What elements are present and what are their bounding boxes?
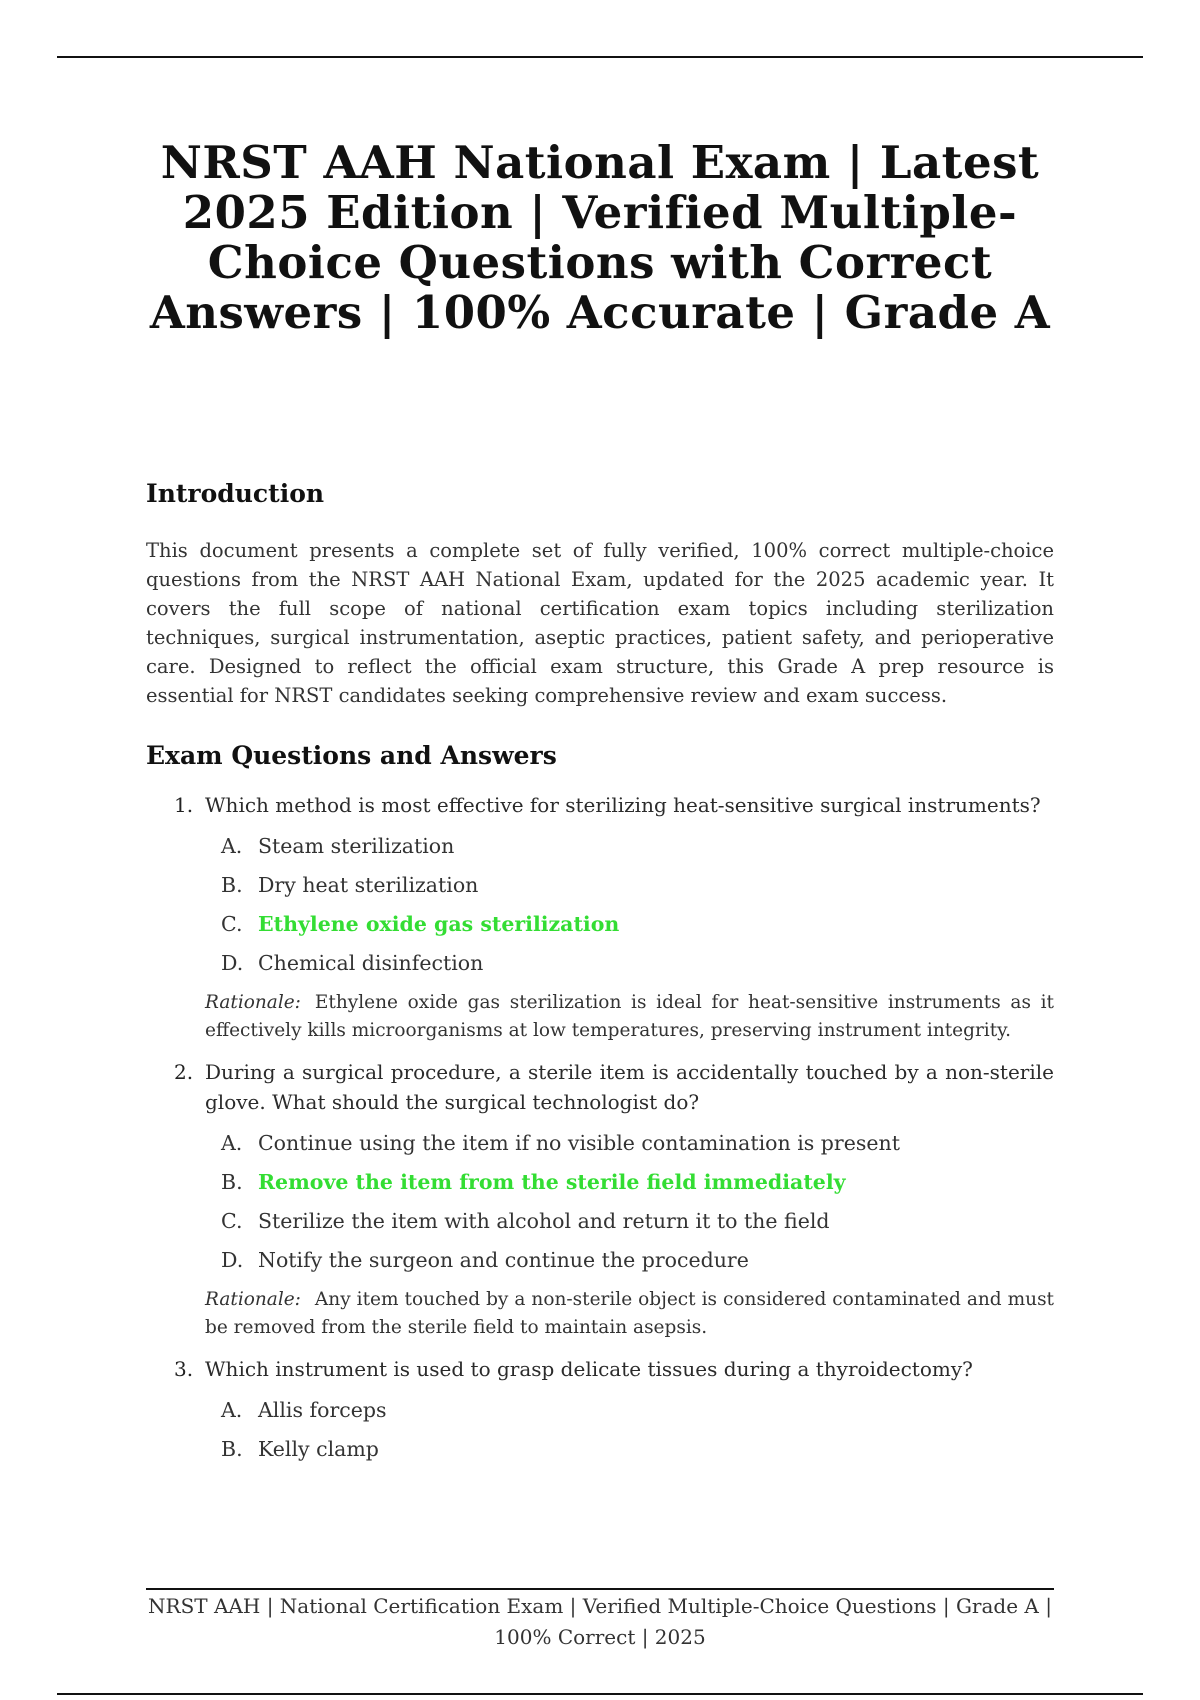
document-title: NRST AAH National Exam | Latest 2025 Edition | Verified Multiple-Choice Questions with Correct Answers | 100% Accurate | Grade A xyxy=(149,136,1051,339)
option-text: Notify the surgeon and continue the procedure xyxy=(258,1248,749,1272)
option-a xyxy=(205,832,1054,860)
question-3 xyxy=(146,1354,1054,1463)
question-number: 1. xyxy=(174,793,194,817)
option-letter: D. xyxy=(221,951,244,975)
option-b xyxy=(205,1435,1054,1463)
footer-rule xyxy=(146,1588,1054,1590)
option-letter: A. xyxy=(221,1398,243,1422)
question-number: 2. xyxy=(174,1060,194,1084)
bottom-rule xyxy=(57,1693,1143,1695)
option-text: Steam sterilization xyxy=(258,834,455,858)
question-2 xyxy=(146,1057,1054,1342)
option-list xyxy=(205,1396,1054,1463)
option-a xyxy=(205,1129,1054,1157)
option-letter: C. xyxy=(221,1209,243,1233)
rationale-label: Rationale: xyxy=(205,992,301,1013)
rationale-text: Any item touched by a non-sterile object is considered contaminated and must be removed from the sterile field to maintain asepsis. xyxy=(205,1289,1054,1338)
option-text: Continue using the item if no visible contamination is present xyxy=(258,1131,900,1155)
option-letter: B. xyxy=(221,1170,243,1194)
option-letter: A. xyxy=(221,834,243,858)
option-text: Kelly clamp xyxy=(258,1437,379,1461)
rationale-label: Rationale: xyxy=(205,1289,301,1310)
question-list xyxy=(146,790,1054,1463)
introduction-text: This document presents a complete set of fully verified, 100% correct multiple-choice questions from the NRST AAH National Exam, updated for the 2025 academic year. It covers the full scope of national certification exam topics including sterilization techniques, surgical instrumentation, aseptic practices, patient safety, and perioperative care. Designed to reflect the official exam structure, this Grade A prep resource is essential for NRST candidates seeking comprehensive review and exam success. xyxy=(146,539,1054,707)
option-letter: B. xyxy=(221,873,243,897)
option-b xyxy=(205,871,1054,899)
option-text: Allis forceps xyxy=(258,1398,387,1422)
questions-heading: Exam Questions and Answers xyxy=(146,741,557,770)
question-1 xyxy=(146,790,1054,1045)
page-footer: NRST AAH | National Certification Exam | Verified Multiple-Choice Questions | Grade A | 100% Correct | 2025 xyxy=(148,1594,1052,1649)
top-rule xyxy=(57,56,1143,58)
question-text: Which instrument is used to grasp delicate tissues during a thyroidectomy? xyxy=(205,1357,973,1381)
rationale xyxy=(205,1286,1054,1342)
option-c-correct-answer xyxy=(205,910,1054,938)
correct-answer-text: Ethylene oxide gas sterilization xyxy=(258,912,620,936)
option-text: Sterilize the item with alcohol and return it to the field xyxy=(258,1209,830,1233)
rationale-text: Ethylene oxide gas sterilization is ideal for heat-sensitive instruments as it effectively kills microorganisms at low temperatures, preserving instrument integrity. xyxy=(205,992,1054,1041)
correct-answer-text: Remove the item from the sterile field immediately xyxy=(258,1170,846,1194)
option-list xyxy=(205,1129,1054,1274)
introduction-heading: Introduction xyxy=(146,479,325,508)
option-letter: A. xyxy=(221,1131,243,1155)
option-c xyxy=(205,1207,1054,1235)
option-b-correct-answer xyxy=(205,1168,1054,1196)
option-a xyxy=(205,1396,1054,1424)
option-letter: C. xyxy=(221,912,243,936)
question-number: 3. xyxy=(174,1357,194,1381)
option-d xyxy=(205,1246,1054,1274)
option-text: Chemical disinfection xyxy=(258,951,484,975)
option-letter: B. xyxy=(221,1437,243,1461)
option-d xyxy=(205,949,1054,977)
option-list xyxy=(205,832,1054,977)
rationale xyxy=(205,989,1054,1045)
document-body xyxy=(146,478,1054,1474)
option-text: Dry heat sterilization xyxy=(258,873,479,897)
option-letter: D. xyxy=(221,1248,244,1272)
question-text: Which method is most effective for sterilizing heat-sensitive surgical instruments? xyxy=(205,793,1041,817)
question-text: During a surgical procedure, a sterile item is accidentally touched by a non-sterile glove. What should the surgical technologist do? xyxy=(205,1060,1054,1114)
